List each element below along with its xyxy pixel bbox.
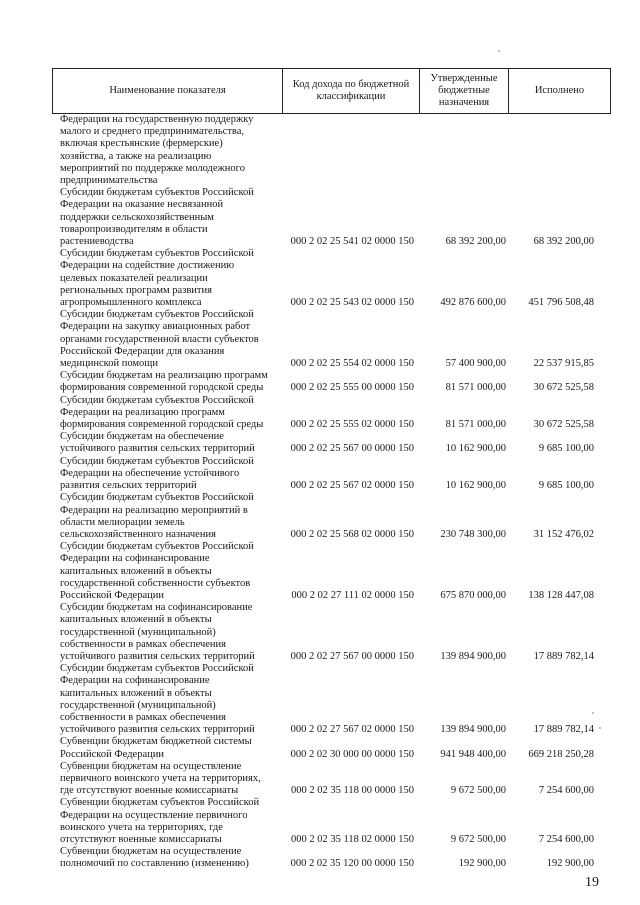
row-name: Субсидии бюджетам на обеспечение устойчивого развития сельских территорий xyxy=(60,431,255,455)
table-row xyxy=(52,431,612,455)
row-approved: 57 400 900,00 xyxy=(445,358,506,370)
row-approved: 10 162 900,00 xyxy=(445,443,506,455)
row-approved: 675 870 000,00 xyxy=(440,589,506,601)
row-name: Субвенции бюджетам на осуществление первичного воинского учета на территориях, где отсутствуют военные комиссариаты xyxy=(60,760,261,797)
scan-speck xyxy=(498,50,500,52)
row-approved: 139 894 900,00 xyxy=(440,650,506,662)
table-row xyxy=(52,370,612,394)
row-approved: 230 748 300,00 xyxy=(440,528,506,540)
row-code: 000 2 02 25 568 02 0000 150 xyxy=(290,528,414,540)
row-approved: 192 900,00 xyxy=(458,858,506,870)
row-name: Субвенции бюджетам субъектов Российской Федерации на осуществление первичного воинского учета на территориях, где отсутствуют военные комиссариаты xyxy=(60,797,260,845)
table-row xyxy=(52,541,612,602)
row-code: 000 2 02 35 118 02 0000 150 xyxy=(291,833,414,845)
row-executed: 68 392 200,00 xyxy=(533,236,594,248)
table-row xyxy=(52,663,612,736)
row-name: Субсидии бюджетам субъектов Российской Федерации на софинансирование капитальных вложений в объекты государственной собственности субъектов Российской Федерации xyxy=(60,541,254,601)
row-approved: 941 948 400,00 xyxy=(440,748,506,760)
row-approved: 10 162 900,00 xyxy=(445,480,506,492)
row-name: Субвенции бюджетам на осуществление полномочий по составлению (изменению) xyxy=(60,846,249,870)
table-row xyxy=(52,395,612,432)
row-code: 000 2 02 27 567 00 0000 150 xyxy=(290,650,414,662)
header-executed: Исполнено xyxy=(534,85,585,96)
row-name: Субсидии бюджетам субъектов Российской Федерации на реализацию программ формирования современной городской среды xyxy=(60,394,264,431)
header-approved: Утвержденные бюджетные назначения xyxy=(430,73,498,108)
row-code: 000 2 02 25 567 02 0000 150 xyxy=(290,480,414,492)
row-approved: 139 894 900,00 xyxy=(440,724,506,736)
row-executed: 451 796 508,48 xyxy=(528,297,594,309)
row-code: 000 2 02 30 000 00 0000 150 xyxy=(290,748,414,760)
scan-speck xyxy=(599,727,601,729)
table-row xyxy=(52,456,612,493)
table-row xyxy=(52,187,612,248)
table-row xyxy=(52,309,612,370)
row-name: Субсидии бюджетам субъектов Российской Федерации на софинансирование капитальных вложений в объекты государственной (муниципальной) собственности в рамках обеспечения устойчивого развития сельских территорий xyxy=(60,663,255,736)
row-executed: 22 537 915,85 xyxy=(533,358,594,370)
row-name: Федерации на государственную поддержку малого и среднего предпринимательства, включая крестьянские (фермерские) хозяйства, а также на реализацию мероприятий по поддержке молодежного предпринимательства xyxy=(60,114,254,187)
row-executed: 17 889 782,14 xyxy=(533,650,594,662)
row-executed: 7 254 600,00 xyxy=(538,833,594,845)
row-approved: 81 571 000,00 xyxy=(445,382,506,394)
table-row xyxy=(52,248,612,309)
table-row xyxy=(52,761,612,798)
row-executed: 9 685 100,00 xyxy=(538,480,594,492)
row-executed: 17 889 782,14 xyxy=(533,724,594,736)
header-code: Код дохода по бюджетной классификации xyxy=(292,79,410,102)
row-executed: 192 900,00 xyxy=(546,858,594,870)
table-row xyxy=(52,846,612,870)
table-header xyxy=(52,68,611,114)
row-code: 000 2 02 27 111 02 0000 150 xyxy=(291,589,414,601)
row-code: 000 2 02 25 543 02 0000 150 xyxy=(290,297,414,309)
row-name: Субвенции бюджетам бюджетной системы Российской Федерации xyxy=(60,736,252,760)
row-executed: 30 672 525,58 xyxy=(533,419,594,431)
row-code: 000 2 02 35 120 00 0000 150 xyxy=(290,858,414,870)
row-executed: 7 254 600,00 xyxy=(538,785,594,797)
table-row xyxy=(52,797,612,846)
row-code: 000 2 02 25 555 00 0000 150 xyxy=(290,382,414,394)
row-code: 000 2 02 25 555 02 0000 150 xyxy=(290,419,414,431)
table-body xyxy=(52,114,612,871)
row-code: 000 2 02 25 567 00 0000 150 xyxy=(290,443,414,455)
row-name: Субсидии бюджетам на реализацию программ формирования современной городской среды xyxy=(60,370,268,394)
table-row xyxy=(52,736,612,760)
row-executed: 9 685 100,00 xyxy=(538,443,594,455)
row-approved: 68 392 200,00 xyxy=(445,236,506,248)
row-name: Субсидии бюджетам субъектов Российской Федерации на содействие достижению целевых показателей реализации региональных программ развития агропромышленного комплекса xyxy=(60,248,254,309)
row-code: 000 2 02 25 554 02 0000 150 xyxy=(290,358,414,370)
scan-speck xyxy=(592,712,594,714)
row-code: 000 2 02 27 567 02 0000 150 xyxy=(290,724,414,736)
row-name: Субсидии бюджетам субъектов Российской Федерации на оказание несвязанной поддержки сельскохозяйственным товаропроизводителям в области растениеводства xyxy=(60,187,254,248)
row-approved: 9 672 500,00 xyxy=(450,833,506,845)
row-name: Субсидии бюджетам субъектов Российской Федерации на реализацию мероприятий в области мелиорации земель сельскохозяйственного назначения xyxy=(60,492,254,540)
row-name: Субсидии бюджетам субъектов Российской Федерации на обеспечение устойчивого развития сельских территорий xyxy=(60,455,254,492)
table-row xyxy=(52,602,612,663)
header-name: Наименование показателя xyxy=(109,85,226,96)
row-executed: 669 218 250,28 xyxy=(528,748,594,760)
row-code: 000 2 02 35 118 00 0000 150 xyxy=(291,785,414,797)
row-executed: 30 672 525,58 xyxy=(533,382,594,394)
row-code: 000 2 02 25 541 02 0000 150 xyxy=(290,236,414,248)
row-approved: 9 672 500,00 xyxy=(450,785,506,797)
row-name: Субсидии бюджетам на софинансирование капитальных вложений в объекты государственной (муниципальной) собственности в рамках обеспечения устойчивого развития сельских территорий xyxy=(60,602,255,662)
row-name: Субсидии бюджетам субъектов Российской Федерации на закупку авиационных работ органами государственной власти субъектов Российской Федерации для оказания медицинской помощи xyxy=(60,309,259,370)
row-executed: 31 152 476,02 xyxy=(533,528,594,540)
row-executed: 138 128 447,08 xyxy=(528,589,594,601)
row-approved: 492 876 600,00 xyxy=(440,297,506,309)
row-approved: 81 571 000,00 xyxy=(445,419,506,431)
table-row xyxy=(52,114,612,187)
page-number: 19 xyxy=(585,875,599,890)
table-row xyxy=(52,492,612,541)
